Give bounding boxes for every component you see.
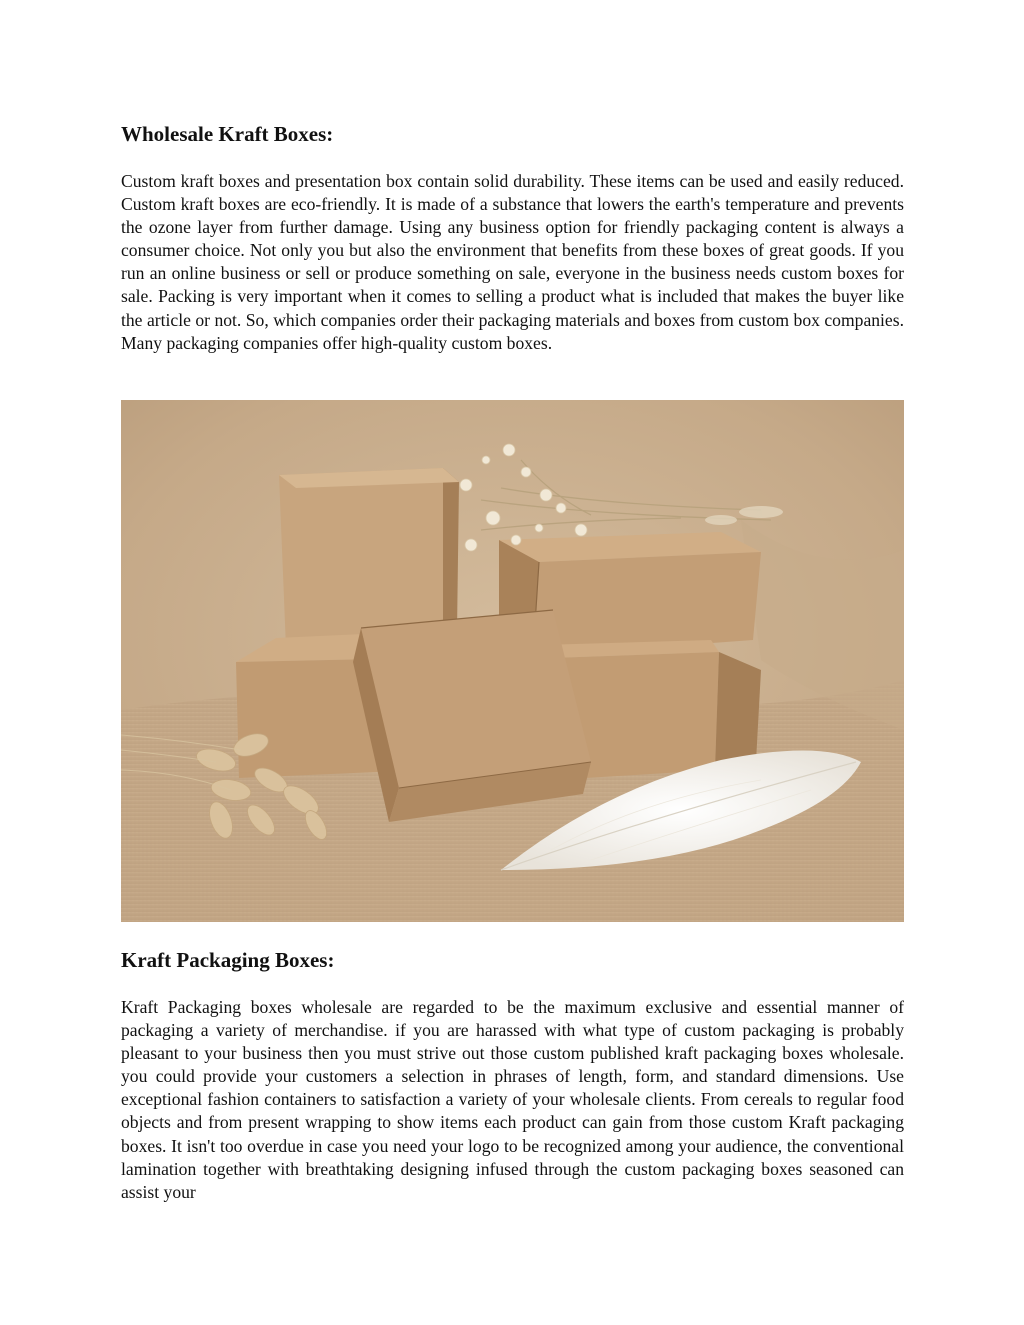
section-heading-kraft-packaging-boxes: Kraft Packaging Boxes: <box>121 948 335 972</box>
section-paragraph-wholesale-kraft-boxes: Custom kraft boxes and presentation box contain solid durability. These items can be used and easily reduced. Custom kraft boxes are eco-friendly. It is made of a substance that lowers the earth's temperature and prevents the ozone layer from further damage. Using any business option for friendly packaging content is always a consumer choice. Not only you but also the environment that benefits from these boxes of great goods. If you run an online business or sell or produce something on sale, everyone in the business needs custom boxes for sale. Packing is very important when it comes to selling a product what is included that makes the buyer like the article or not. So, which companies order their packaging materials and boxes from custom box companies. Many packaging companies offer high-quality custom boxes. <box>121 171 904 353</box>
section-paragraph-kraft-packaging-boxes: Kraft Packaging boxes wholesale are regarded to be the maximum exclusive and essential manner of packaging a variety of merchandise. if you are harassed with what type of custom packaging is probably pleasant to your business then you must strive out those custom published kraft packaging boxes wholesale. you could provide your customers a selection in phrases of length, form, and standard dimensions. Use exceptional fashion containers to satisfaction a variety of your wholesale clients. From cereals to regular food objects and from present wrapping to show items each product can gain from those custom Kraft packaging boxes. It isn't too overdue in case you need your logo to be recognized among your audience, the conventional lamination together with breathtaking designing infused through the custom packaging boxes seasoned can assist your <box>121 997 904 1202</box>
box-front-tilted <box>353 610 591 822</box>
kraft-boxes-photo <box>121 400 904 922</box>
section-heading-wholesale-kraft-boxes: Wholesale Kraft Boxes: <box>121 122 334 146</box>
